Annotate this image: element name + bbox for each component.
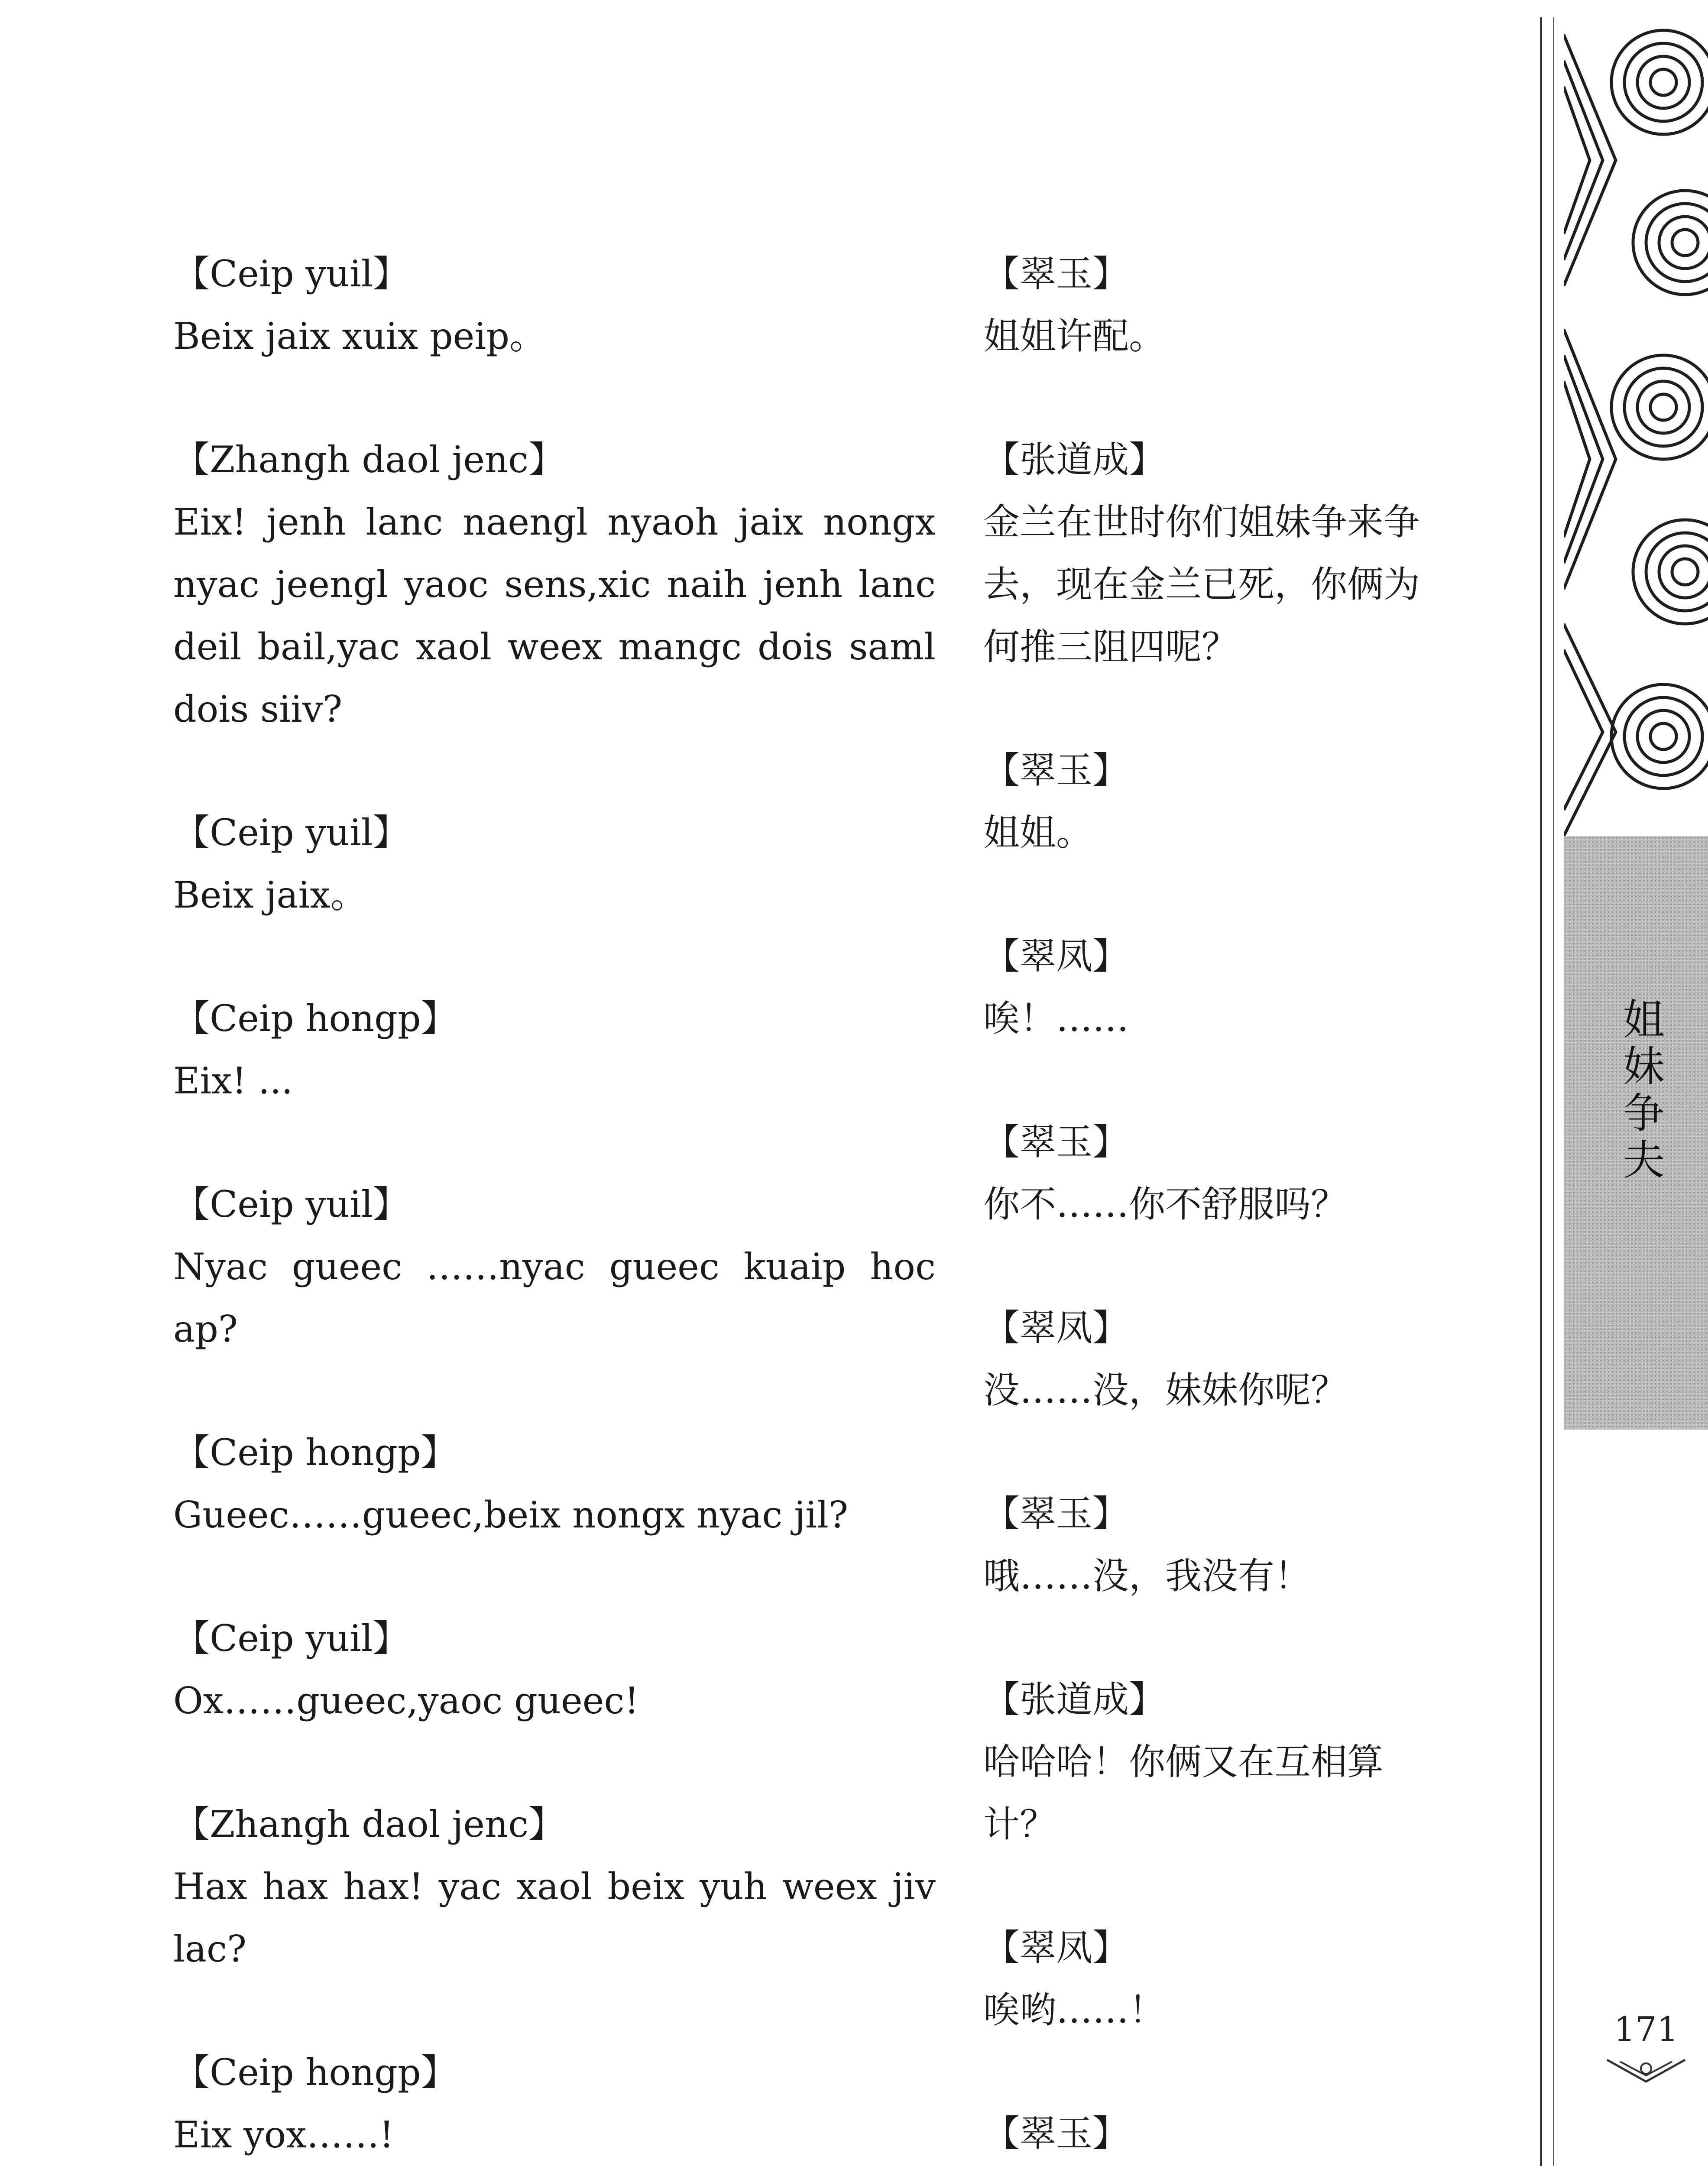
margin-rule [1540,17,1542,2166]
speaker-label: 【张道成】 [983,438,1166,481]
dialogue-entry [173,987,936,1112]
dialogue-entry [173,801,936,926]
dialogue-entry [983,739,1451,864]
page-number-ornament-icon [1603,2056,1689,2086]
page-number: 171 [1614,2010,1679,2049]
dialogue-line: 你不……你不舒服吗？ [983,1183,1348,1226]
speaker-label: 【翠玉】 [983,1121,1129,1163]
dialogue-line: 哈哈哈！你俩又在互相算计？ [983,1741,1384,1845]
speaker-label: 【翠玉】 [983,2112,1129,2155]
speaker-label: 【翠玉】 [983,749,1129,791]
speaker-label: 【翠凤】 [983,935,1129,977]
dialogue-line: Nyac gueec ……nyac gueec kuaip hoc ap? [173,1245,936,1350]
dialogue-entry [983,2102,1451,2166]
dialogue-line: 没……没，妹妹你呢？ [983,1369,1348,1411]
dialogue-entry [173,1173,936,1360]
speaker-label: 【Zhangh daol jenc】 [173,1803,565,1845]
dialogue-line: Eix! ... [173,1060,293,1102]
dialogue-line: 唉哟……！ [983,1989,1166,2031]
speaker-label: 【翠凤】 [983,1307,1129,1349]
speaker-label: 【翠玉】 [983,253,1129,295]
dialogue-entry [983,1668,1451,1855]
cloud-pattern-ornament [1564,17,1708,836]
running-title: 姐妹争夫 [1623,995,1665,1184]
dialogue-line: Hax hax hax! yac xaol beix yuh weex jiv lac? [173,1865,936,1970]
dialogue-line: Ox……gueec,yaoc gueec! [173,1680,639,1722]
dialogue-column-romanized [173,243,936,2166]
speaker-label: 【Ceip hongp】 [173,997,457,1040]
speaker-label: 【Ceip yuil】 [173,1183,409,1226]
dialogue-entry [983,925,1451,1050]
speaker-label: 【张道成】 [983,1678,1166,1721]
dialogue-column-chinese [983,243,1451,2166]
dialogue-line: Eix! jenh lanc naengl nyaoh jaix nongx nyac jeengl yaoc sens,xic naih jenh lanc deil bail,yac xaol weex mangc dois saml dois siiv? [173,501,936,730]
dialogue-line: Gueec……gueec,beix nongx nyac jil? [173,1494,848,1536]
dialogue-line: 姐姐许配。 [983,315,1166,357]
speaker-label: 【Ceip yuil】 [173,1617,409,1660]
dialogue-entry [983,1482,1451,1607]
speaker-label: 【Ceip hongp】 [173,2051,457,2094]
dialogue-line: Eix yox……! [173,2114,394,2156]
dialogue-entry [173,2041,936,2166]
dialogue-entry [983,1297,1451,1421]
dialogue-entry [983,1111,1451,1235]
dialogue-entry [173,1793,936,1980]
speaker-label: 【Ceip yuil】 [173,253,409,295]
speaker-label: 【Ceip hongp】 [173,1431,457,1474]
dialogue-entry [983,243,1451,367]
dialogue-line: Beix jaix xuix peip。 [173,315,546,357]
dialogue-line: Beix jaix。 [173,874,367,916]
speaker-label: 【翠玉】 [983,1492,1129,1535]
margin-rule [1553,17,1554,2166]
dialogue-line: 金兰在世时你们姐妹争来争去，现在金兰已死，你俩为何推三阻四呢？ [983,501,1420,668]
dialogue-line: 哦……没，我没有！ [983,1555,1311,1597]
dialogue-entry [983,1916,1451,2041]
dialogue-line: 姐姐。 [983,811,1093,854]
dialogue-line: 唉！…… [983,997,1129,1040]
dialogue-entry [173,243,936,367]
dialogue-entry [173,428,936,740]
speaker-label: 【Ceip yuil】 [173,811,409,854]
speaker-label: 【翠凤】 [983,1926,1129,1969]
dialogue-entry [173,1421,936,1546]
speaker-label: 【Zhangh daol jenc】 [173,438,565,481]
dialogue-entry [173,1607,936,1732]
dialogue-entry [983,428,1451,678]
